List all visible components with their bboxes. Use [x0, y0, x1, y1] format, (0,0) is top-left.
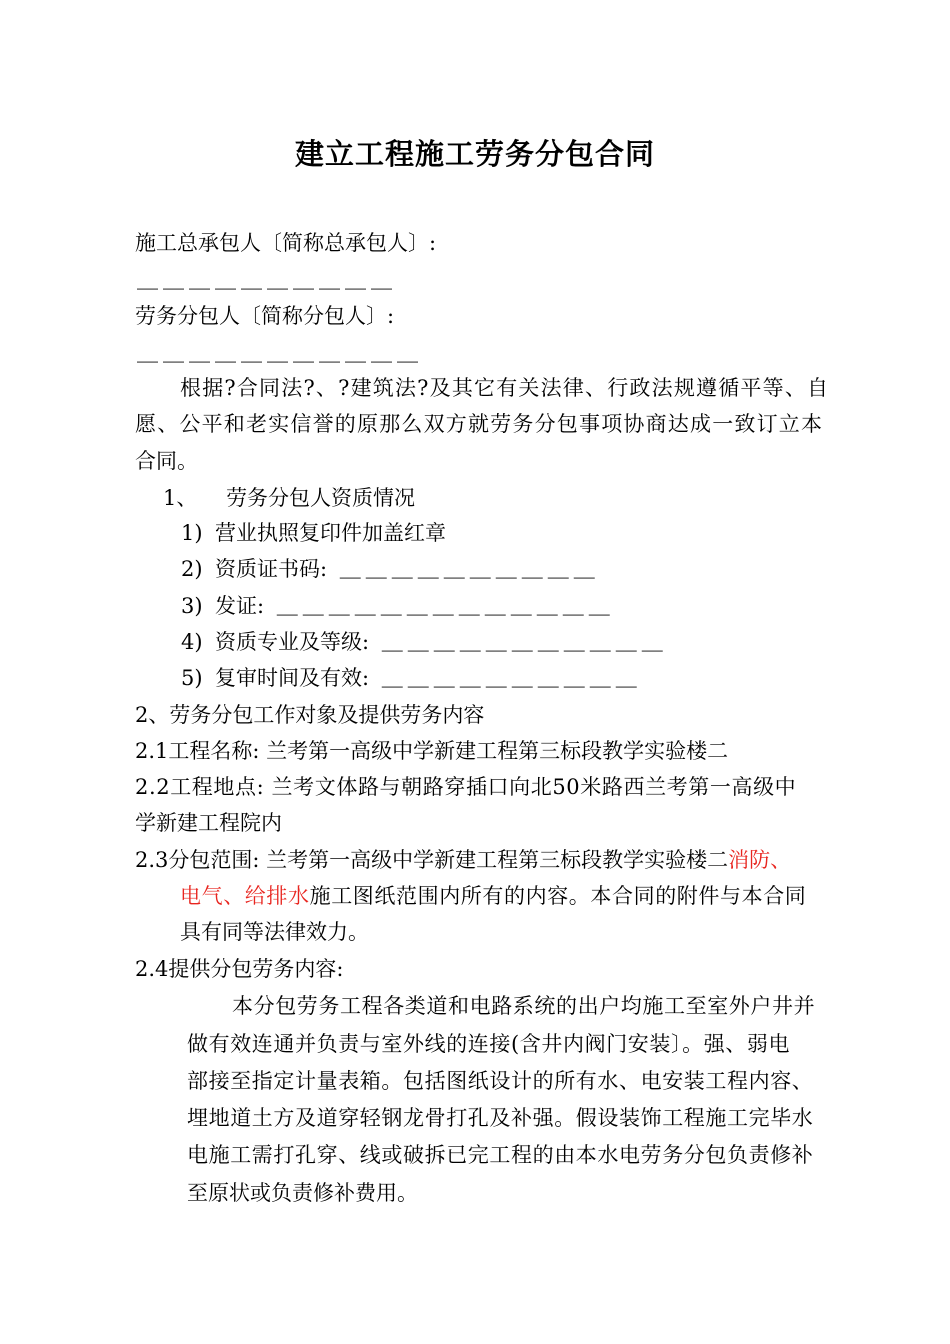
section-2-heading: 2、劳务分包工作对象及提供劳务内容 [135, 703, 485, 727]
section-1-heading: 劳务分包人资质情况 [226, 486, 416, 510]
item-number: 5) [181, 666, 203, 690]
item-text: 资质专业及等级: [215, 630, 370, 654]
section-1-heading-row [163, 484, 415, 512]
item-text: 营业执照复印件加盖红章 [215, 521, 446, 545]
subcontractor-label: 劳务分包人〔简称分包人〕: [135, 304, 395, 328]
scope-line-1 [135, 846, 791, 874]
labor-content-heading: 2.4提供分包劳务内容: [135, 957, 344, 981]
scope-line-3: 具有同等法律效力。 [180, 920, 369, 944]
scope-highlight-electrical-plumbing: 电气、给排水 [180, 884, 310, 908]
general-contractor-blank: ＿＿＿＿＿＿＿＿＿＿ [137, 268, 397, 292]
qualification-item [181, 592, 615, 620]
general-contractor-label: 施工总承包人〔简称总承包人〕: [135, 231, 437, 255]
item-blank: ＿＿＿＿＿＿＿＿＿＿ [381, 666, 642, 690]
preamble-line-1: 根据?合同法?、?建筑法?及其它有关法律、行政法规遵循平等、自 [180, 376, 830, 400]
qualification-item [181, 628, 668, 656]
item-number: 1) [181, 521, 203, 545]
item-blank: ＿＿＿＿＿＿＿＿＿＿ [339, 557, 600, 581]
section-1-number: 1、 [163, 486, 198, 510]
qualification-item [181, 519, 446, 547]
preamble-line-2: 愿、公平和老实信誉的原那么双方就劳务分包事项协商达成一致订立本 [135, 412, 824, 436]
preamble-line-3: 合同。 [135, 449, 198, 473]
item-number: 3) [181, 594, 203, 618]
project-name: 2.1工程名称: 兰考第一高级中学新建工程第三标段教学实验楼二 [135, 739, 729, 763]
document-title: 建立工程施工劳务分包合同 [294, 137, 655, 171]
scope-rest: 施工图纸范围内所有的内容。本合同的附件与本合同 [309, 884, 807, 908]
subcontractor-blank: ＿＿＿＿＿＿＿＿＿＿＿ [137, 341, 423, 365]
labor-content-line: 至原状或负责修补费用。 [187, 1181, 418, 1205]
item-number: 4) [181, 630, 203, 654]
labor-content-line: 埋地道土方及道穿轻钢龙骨打孔及补强。假设装饰工程施工完毕水 [187, 1106, 814, 1130]
item-blank: ＿＿＿＿＿＿＿＿＿＿＿＿＿ [276, 594, 615, 618]
item-blank: ＿＿＿＿＿＿＿＿＿＿＿ [381, 630, 668, 654]
item-number: 2) [181, 557, 203, 581]
labor-content-line: 部接至指定计量表箱。包括图纸设计的所有水、电安装工程内容、 [187, 1069, 814, 1093]
labor-content-line: 本分包劳务工程各类道和电路系统的出户均施工至室外户井并 [232, 994, 816, 1018]
item-text: 资质证书码: [215, 557, 328, 581]
scope-prefix: 2.3分包范围: 兰考第一高级中学新建工程第三标段教学实验楼二 [135, 848, 729, 872]
scope-highlight-fire: 消防、 [728, 848, 792, 872]
qualification-item [181, 664, 642, 692]
qualification-item [181, 555, 600, 583]
scope-line-2 [180, 882, 806, 910]
labor-content-line: 电施工需打孔穿、线或破拆已完工程的由本水电劳务分包负责修补 [187, 1143, 814, 1167]
item-text: 复审时间及有效: [215, 666, 370, 690]
project-location-line-1: 2.2工程地点: 兰考文体路与朝路穿插口向北50米路西兰考第一高级中 [135, 775, 797, 799]
project-location-line-2: 学新建工程院内 [135, 811, 282, 835]
labor-content-line: 做有效连通并负责与室外线的连接(含井内阀门安装〕。强、弱电 [187, 1032, 791, 1056]
item-text: 发证: [215, 594, 265, 618]
